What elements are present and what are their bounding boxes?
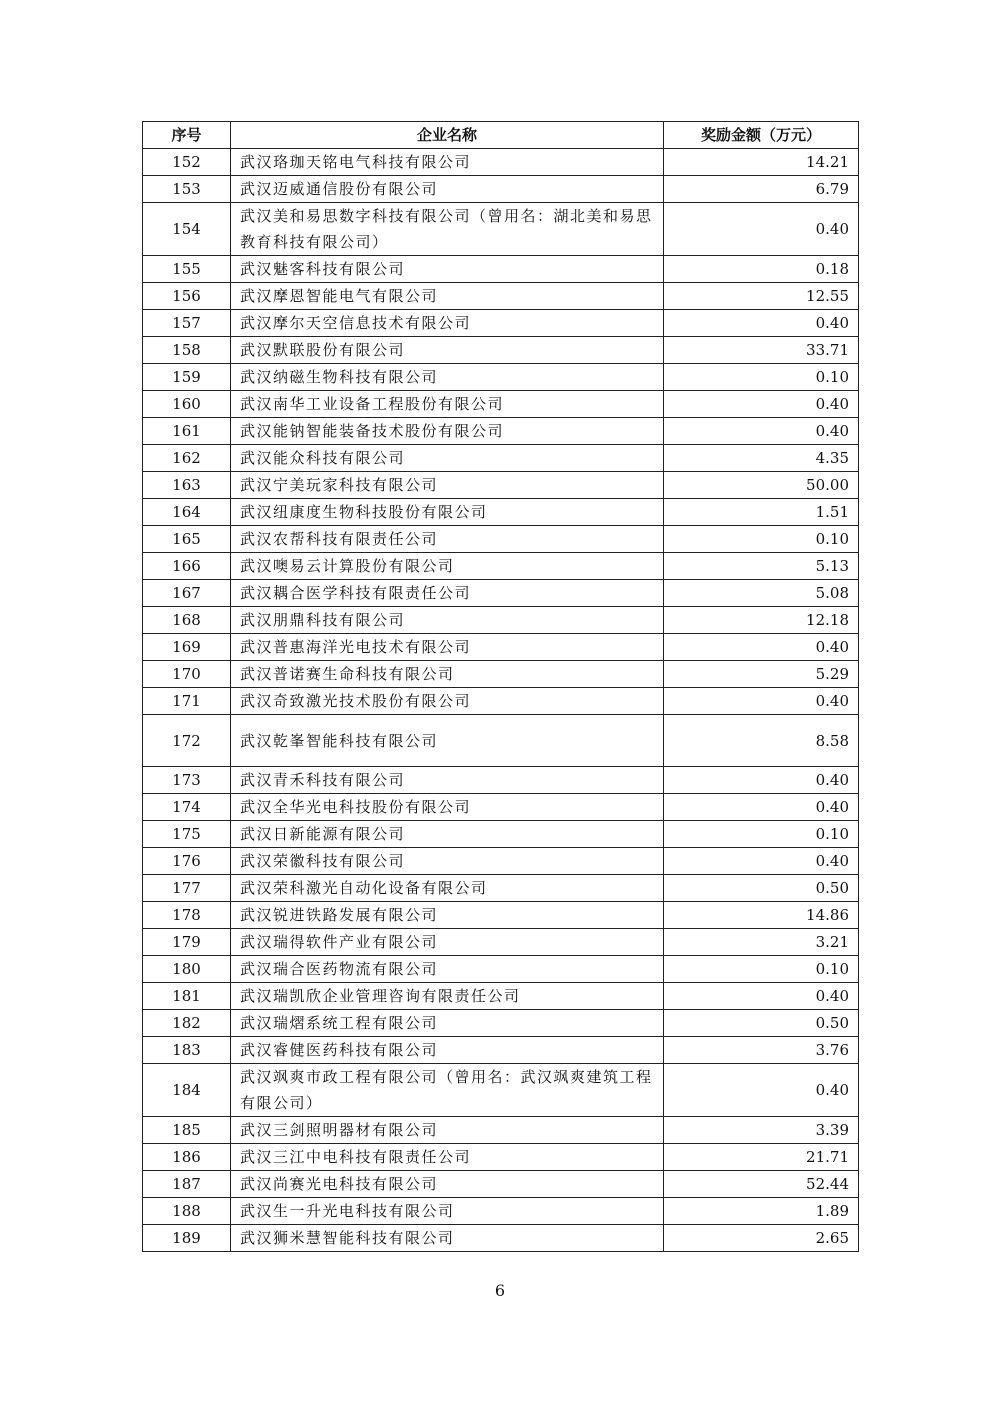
serial-number-cell: 164 <box>143 499 231 526</box>
serial-number-cell: 161 <box>143 418 231 445</box>
header-serial-number: 序号 <box>143 122 231 149</box>
table-row <box>143 821 859 848</box>
award-amount-cell: 0.40 <box>664 418 859 445</box>
serial-number-cell: 171 <box>143 688 231 715</box>
table-row <box>143 499 859 526</box>
award-amount-cell: 0.10 <box>664 526 859 553</box>
award-amount-cell: 0.10 <box>664 364 859 391</box>
company-name-cell: 武汉瑞熠系统工程有限公司 <box>231 1010 664 1037</box>
serial-number-cell: 154 <box>143 203 231 256</box>
award-amount-cell: 8.58 <box>664 715 859 767</box>
company-name-cell: 武汉日新能源有限公司 <box>231 821 664 848</box>
table-row <box>143 634 859 661</box>
award-amount-cell: 3.21 <box>664 929 859 956</box>
company-name-cell: 武汉飒爽市政工程有限公司（曾用名：武汉飒爽建筑工程有限公司） <box>231 1064 664 1117</box>
award-amount-cell: 4.35 <box>664 445 859 472</box>
company-name-cell: 武汉奇致激光技术股份有限公司 <box>231 688 664 715</box>
award-amount-cell: 52.44 <box>664 1171 859 1198</box>
award-amount-cell: 0.40 <box>664 767 859 794</box>
table-row <box>143 848 859 875</box>
award-amount-cell: 5.08 <box>664 580 859 607</box>
award-amount-cell: 21.71 <box>664 1144 859 1171</box>
company-name-cell: 武汉能钠智能装备技术股份有限公司 <box>231 418 664 445</box>
serial-number-cell: 152 <box>143 149 231 176</box>
serial-number-cell: 167 <box>143 580 231 607</box>
company-name-cell: 武汉乾峯智能科技有限公司 <box>231 715 664 767</box>
serial-number-cell: 156 <box>143 283 231 310</box>
serial-number-cell: 174 <box>143 794 231 821</box>
company-name-cell: 武汉能众科技有限公司 <box>231 445 664 472</box>
table-row <box>143 902 859 929</box>
award-amount-cell: 0.40 <box>664 688 859 715</box>
serial-number-cell: 179 <box>143 929 231 956</box>
award-amount-cell: 33.71 <box>664 337 859 364</box>
award-amount-cell: 3.39 <box>664 1117 859 1144</box>
table-row <box>143 929 859 956</box>
table-row <box>143 607 859 634</box>
table-row <box>143 767 859 794</box>
company-name-cell: 武汉纳磁生物科技有限公司 <box>231 364 664 391</box>
award-amount-cell: 0.40 <box>664 203 859 256</box>
award-amount-cell: 0.10 <box>664 956 859 983</box>
award-amount-cell: 3.76 <box>664 1037 859 1064</box>
table-row <box>143 553 859 580</box>
table-row <box>143 391 859 418</box>
company-name-cell: 武汉生一升光电科技有限公司 <box>231 1198 664 1225</box>
table-row <box>143 149 859 176</box>
award-amount-cell: 0.50 <box>664 1010 859 1037</box>
table-row <box>143 1198 859 1225</box>
serial-number-cell: 177 <box>143 875 231 902</box>
company-name-cell: 武汉普惠海洋光电技术有限公司 <box>231 634 664 661</box>
table-row <box>143 1010 859 1037</box>
award-amount-cell: 0.40 <box>664 634 859 661</box>
serial-number-cell: 169 <box>143 634 231 661</box>
table-row <box>143 203 859 256</box>
company-name-cell: 武汉锐进铁路发展有限公司 <box>231 902 664 929</box>
serial-number-cell: 172 <box>143 715 231 767</box>
award-amount-cell: 14.86 <box>664 902 859 929</box>
serial-number-cell: 166 <box>143 553 231 580</box>
serial-number-cell: 180 <box>143 956 231 983</box>
table-row <box>143 794 859 821</box>
table-row <box>143 956 859 983</box>
serial-number-cell: 153 <box>143 176 231 203</box>
award-amount-cell: 0.10 <box>664 821 859 848</box>
table-row <box>143 1117 859 1144</box>
company-name-cell: 武汉纽康度生物科技股份有限公司 <box>231 499 664 526</box>
award-amount-cell: 0.18 <box>664 256 859 283</box>
award-amount-cell: 0.50 <box>664 875 859 902</box>
table-row <box>143 283 859 310</box>
award-amount-cell: 2.65 <box>664 1225 859 1252</box>
serial-number-cell: 187 <box>143 1171 231 1198</box>
award-amount-cell: 14.21 <box>664 149 859 176</box>
company-name-cell: 武汉耦合医学科技有限责任公司 <box>231 580 664 607</box>
award-amount-cell: 50.00 <box>664 472 859 499</box>
award-amount-cell: 6.79 <box>664 176 859 203</box>
table-row <box>143 1144 859 1171</box>
serial-number-cell: 168 <box>143 607 231 634</box>
serial-number-cell: 176 <box>143 848 231 875</box>
serial-number-cell: 182 <box>143 1010 231 1037</box>
company-name-cell: 武汉农帮科技有限责任公司 <box>231 526 664 553</box>
serial-number-cell: 173 <box>143 767 231 794</box>
serial-number-cell: 162 <box>143 445 231 472</box>
company-name-cell: 武汉三江中电科技有限责任公司 <box>231 1144 664 1171</box>
table-header <box>143 122 859 149</box>
serial-number-cell: 184 <box>143 1064 231 1117</box>
award-amount-cell: 1.89 <box>664 1198 859 1225</box>
award-amount-cell: 0.40 <box>664 983 859 1010</box>
award-amount-cell: 12.18 <box>664 607 859 634</box>
award-amount-cell: 5.29 <box>664 661 859 688</box>
serial-number-cell: 157 <box>143 310 231 337</box>
table-row <box>143 445 859 472</box>
company-name-cell: 武汉普诺赛生命科技有限公司 <box>231 661 664 688</box>
company-name-cell: 武汉瑞合医药物流有限公司 <box>231 956 664 983</box>
serial-number-cell: 175 <box>143 821 231 848</box>
serial-number-cell: 163 <box>143 472 231 499</box>
company-name-cell: 武汉荣科激光自动化设备有限公司 <box>231 875 664 902</box>
company-name-cell: 武汉魅客科技有限公司 <box>231 256 664 283</box>
company-name-cell: 武汉瑞得软件产业有限公司 <box>231 929 664 956</box>
company-name-cell: 武汉尚赛光电科技有限公司 <box>231 1171 664 1198</box>
serial-number-cell: 165 <box>143 526 231 553</box>
company-name-cell: 武汉摩尔天空信息技术有限公司 <box>231 310 664 337</box>
table-row <box>143 256 859 283</box>
serial-number-cell: 158 <box>143 337 231 364</box>
table-row <box>143 1064 859 1117</box>
table-row <box>143 715 859 767</box>
table-row <box>143 337 859 364</box>
company-name-cell: 武汉青禾科技有限公司 <box>231 767 664 794</box>
table-row <box>143 983 859 1010</box>
table-body <box>143 149 859 1252</box>
serial-number-cell: 178 <box>143 902 231 929</box>
header-award-amount: 奖励金额（万元） <box>664 122 859 149</box>
company-name-cell: 武汉睿健医药科技有限公司 <box>231 1037 664 1064</box>
table-row <box>143 1225 859 1252</box>
serial-number-cell: 160 <box>143 391 231 418</box>
header-company-name: 企业名称 <box>231 122 664 149</box>
table-row <box>143 472 859 499</box>
table-row <box>143 580 859 607</box>
serial-number-cell: 155 <box>143 256 231 283</box>
serial-number-cell: 159 <box>143 364 231 391</box>
serial-number-cell: 181 <box>143 983 231 1010</box>
company-name-cell: 武汉荣徽科技有限公司 <box>231 848 664 875</box>
serial-number-cell: 188 <box>143 1198 231 1225</box>
company-name-cell: 武汉噢易云计算股份有限公司 <box>231 553 664 580</box>
table-row <box>143 176 859 203</box>
award-amount-cell: 0.40 <box>664 848 859 875</box>
company-name-cell: 武汉三剑照明器材有限公司 <box>231 1117 664 1144</box>
table-row <box>143 526 859 553</box>
company-name-cell: 武汉摩恩智能电气有限公司 <box>231 283 664 310</box>
table-row <box>143 364 859 391</box>
company-name-cell: 武汉迈威通信股份有限公司 <box>231 176 664 203</box>
company-name-cell: 武汉宁美玩家科技有限公司 <box>231 472 664 499</box>
award-amount-cell: 0.40 <box>664 310 859 337</box>
serial-number-cell: 170 <box>143 661 231 688</box>
company-name-cell: 武汉狮米慧智能科技有限公司 <box>231 1225 664 1252</box>
table-row <box>143 1171 859 1198</box>
serial-number-cell: 185 <box>143 1117 231 1144</box>
page-number: 6 <box>494 1281 506 1300</box>
company-name-cell: 武汉朋鼎科技有限公司 <box>231 607 664 634</box>
serial-number-cell: 189 <box>143 1225 231 1252</box>
award-amount-cell: 0.40 <box>664 391 859 418</box>
table-row <box>143 310 859 337</box>
company-name-cell: 武汉美和易思数字科技有限公司（曾用名：湖北美和易思教育科技有限公司） <box>231 203 664 256</box>
award-amount-cell: 5.13 <box>664 553 859 580</box>
table-row <box>143 1037 859 1064</box>
award-table <box>142 121 859 1252</box>
award-amount-cell: 1.51 <box>664 499 859 526</box>
company-name-cell: 武汉默联股份有限公司 <box>231 337 664 364</box>
company-name-cell: 武汉全华光电科技股份有限公司 <box>231 794 664 821</box>
award-amount-cell: 0.40 <box>664 1064 859 1117</box>
company-name-cell: 武汉南华工业设备工程股份有限公司 <box>231 391 664 418</box>
table-row <box>143 418 859 445</box>
serial-number-cell: 186 <box>143 1144 231 1171</box>
table-row <box>143 688 859 715</box>
serial-number-cell: 183 <box>143 1037 231 1064</box>
award-amount-cell: 0.40 <box>664 794 859 821</box>
table-row <box>143 661 859 688</box>
award-amount-cell: 12.55 <box>664 283 859 310</box>
company-name-cell: 武汉瑞凯欣企业管理咨询有限责任公司 <box>231 983 664 1010</box>
company-name-cell: 武汉珞珈天铭电气科技有限公司 <box>231 149 664 176</box>
table-row <box>143 875 859 902</box>
